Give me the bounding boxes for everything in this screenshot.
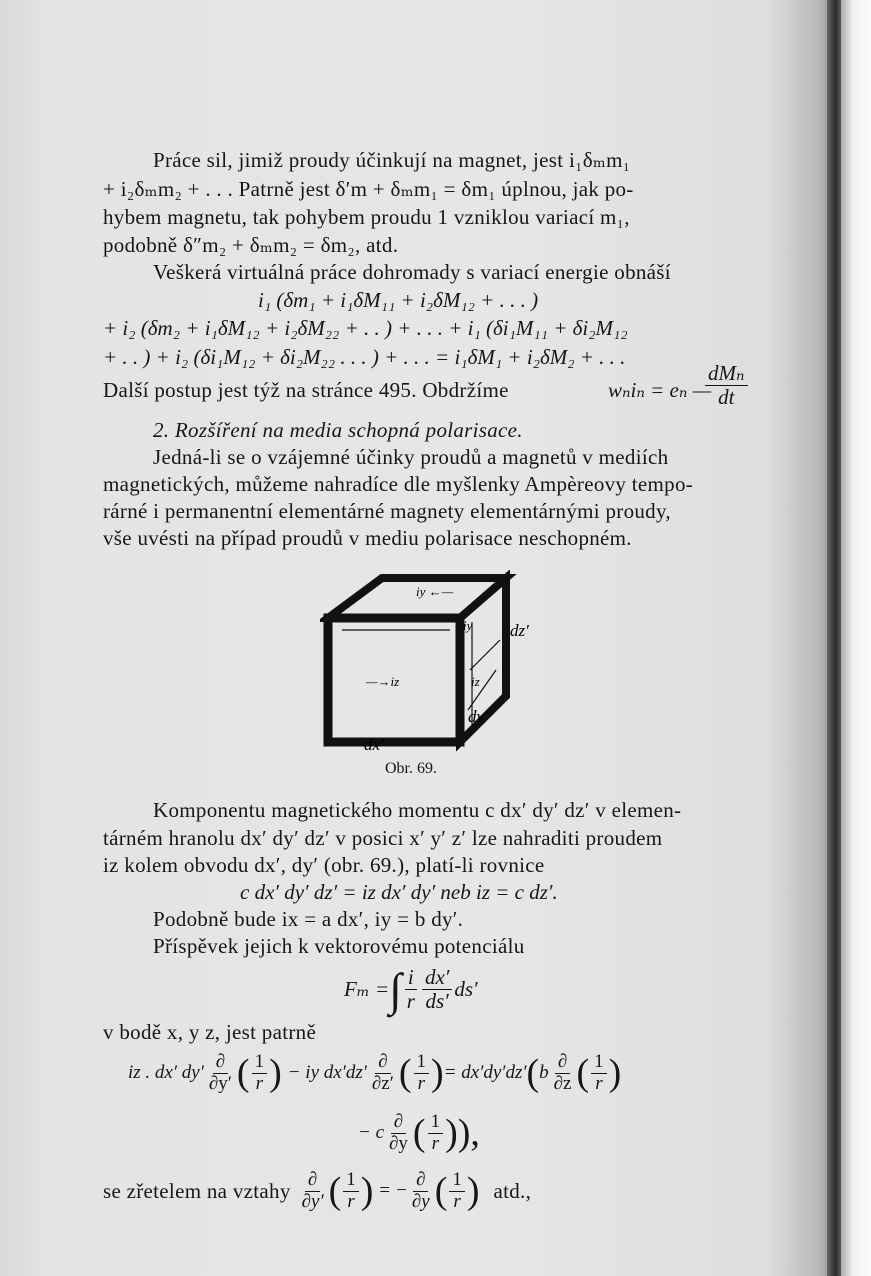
text-line: + i₂δₘm₂ + . . . Patrně jest δ′m + δₘm₁ = δm₁ úplnou, jak po- [103,177,634,201]
label-iz-front: —→iz [366,674,400,689]
partial-denominator: ∂y [411,1190,430,1212]
one: 1 [591,1052,607,1074]
text-line: Komponentu magnetického momentu c dx′ dy′ dz′ v elemen- [153,798,682,822]
partial: ∂ [305,1170,320,1192]
eq-tail: ds′ [454,977,478,1002]
paren: ( [236,1052,250,1095]
r: r [595,1072,603,1094]
text-line: rárné i permanentní elementárné magnety elementárnými proudy, [103,499,671,523]
figure-cube [320,570,560,760]
paren: )), [445,1112,480,1155]
eq-term: − iy dx′dz′ [287,1062,367,1084]
r: r [347,1190,355,1212]
label-dy: dy′ [468,707,488,726]
fraction-numerator: i [405,966,417,990]
equation-line: c dx′ dy′ dz′ = iz dx′ dy′ neb iz = c dz′. [240,880,558,904]
text-line: hybem magnetu, tak pohybem proudu 1 vzniklou variací m₁, [103,205,630,229]
equation-relations [103,1170,531,1213]
fraction-dMn-dt [703,362,750,409]
partial-denominator: ∂z′ [371,1072,394,1094]
text-line: Podobně bude ix = a dx′, iy = b dy′. [153,907,464,931]
paren: ( [412,1112,426,1155]
partial: ∂ [555,1052,570,1074]
eq-term: = dx′dy′dz′ [443,1062,527,1084]
one: 1 [414,1052,430,1074]
eq-term: − c [358,1122,385,1144]
equation-line: + i₂ (δm₂ + i₁δM₁₂ + i₂δM₂₂ + . . ) + . . . + i₁ (δi₁M₁₁ + δi₂M₁₂ [103,316,628,340]
text-inline: atd., [493,1178,532,1203]
paren: ) [466,1170,480,1213]
equation-derivatives-cont [358,1112,480,1155]
text-line: Příspěvek jejich k vektorovému potenciálu [153,934,525,958]
paren: ) [360,1170,374,1213]
one: 1 [343,1170,359,1192]
one: 1 [252,1052,268,1074]
book-spine-shadow [827,0,841,1276]
partial: ∂ [213,1052,228,1074]
text-line: vše uvésti na případ proudů v mediu polarisace neschopném. [103,526,632,550]
partial: ∂ [375,1052,390,1074]
partial-denominator: ∂y′ [208,1072,232,1094]
fraction-numerator: dMₙ [705,362,748,386]
label-dx: dx′ [364,735,384,754]
paren: ) [608,1052,622,1095]
eq-term: b [539,1062,549,1084]
text-line: podobně δ″m₂ + δₘm₂ = δm₂, atd. [103,233,399,257]
minus: − [396,1180,407,1202]
paren: ( [328,1170,342,1213]
equation-line: + . . ) + i₂ (δi₁M₁₂ + δi₂M₂₂ . . . ) + . . . = i₁δM₁ + i₂δM₂ + . . . [103,345,626,369]
paren: ( [434,1170,448,1213]
fraction-numerator: dx′ [422,966,452,990]
paren: ( [576,1052,590,1095]
eq-term: iz . dx′ dy′ [128,1062,204,1084]
partial-denominator: ∂y [389,1132,408,1154]
fraction-denominator: r [406,989,415,1014]
label-iy-top: iy ←— [416,584,454,599]
fraction-denominator: ds′ [425,989,449,1014]
figure-caption: Obr. 69. [385,760,437,777]
equals: = [379,1180,391,1202]
fraction-denominator: dt [718,385,735,410]
text-line: Veškerá virtuálná práce dohromady s variací energie obnáší [153,260,671,284]
r: r [255,1072,264,1094]
next-page-edge [841,0,871,1276]
text-line: v bodě x, y z, jest patrně [103,1020,317,1044]
text-inline: se zřetelem na vztahy [103,1178,291,1203]
one: 1 [449,1170,465,1192]
equation-integral [344,963,478,1015]
one: 1 [428,1112,444,1134]
text-line: magnetických, můžeme nahradíce dle myšlenky Ampèreovy tempo- [103,472,694,496]
r: r [431,1132,440,1154]
text-line: Jedná-li se o vzájemné účinky proudů a magnetů v mediích [153,445,669,469]
paren: ( [526,1052,540,1095]
equation-derivatives [128,1052,621,1095]
partial: ∂ [413,1170,428,1192]
paren: ) [269,1052,282,1095]
paren: ( [398,1052,412,1095]
equation-line: i₁ (δm₁ + i₁δM₁₁ + i₂δM₁₂ + . . . ) [258,288,539,312]
section-heading [153,418,523,443]
text-line: Práce sil, jimiž proudy účinkují na magnet, jest i₁δₘm₁ [153,148,631,172]
section-heading-text: 2. Rozšíření na media schopná polarisace. [153,418,523,442]
r: r [417,1072,425,1094]
integral-sign: ∫ [389,963,402,1015]
text-line: iz kolem obvodu dx′, dy′ (obr. 69.), platí-li rovnice [103,853,545,877]
text-line: tárném hranolu dx′ dy′ dz′ v posici x′ y′ z′ lze nahraditi proudem [103,826,663,850]
text-line: Další postup jest týž na stránce 495. Obdržíme [103,378,509,402]
partial-denominator: ∂z [553,1072,572,1094]
r: r [453,1190,461,1212]
label-iy-side: iy [463,618,473,633]
partial-denominator: ∂y′ [301,1190,324,1212]
label-iz-diag: iz [471,674,480,689]
paren: ) [431,1052,444,1095]
eq-lhs: Fₘ = [344,977,390,1002]
partial: ∂ [391,1112,406,1134]
label-dz: dz′ [510,621,529,640]
equation-inline: wₙiₙ = eₙ — [608,378,712,402]
